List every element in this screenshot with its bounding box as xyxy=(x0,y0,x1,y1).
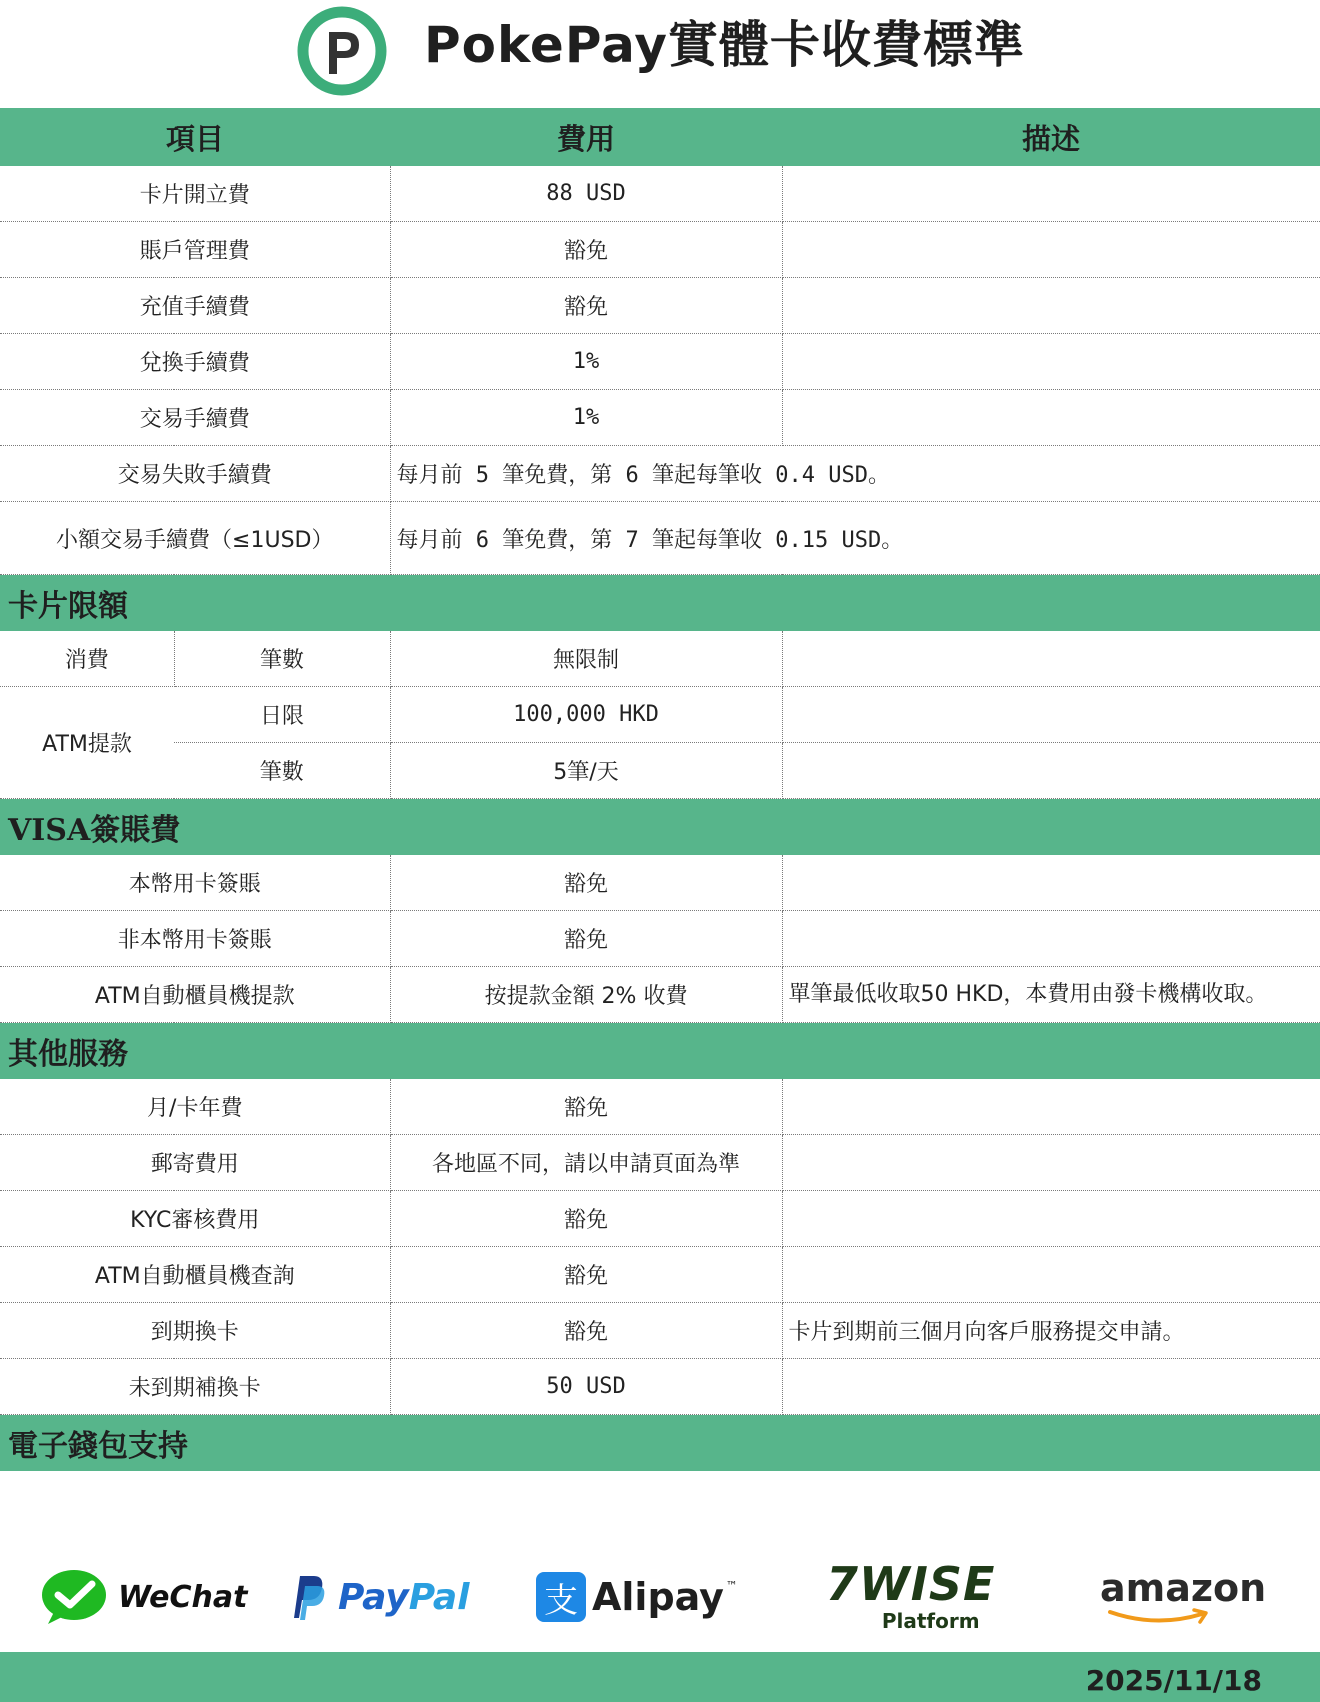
row-item: 本幣用卡簽賬 xyxy=(0,855,390,911)
row-fee: 50 USD xyxy=(390,1359,782,1415)
row-desc xyxy=(782,911,1320,967)
row-item: 小額交易手續費（≤1USD） xyxy=(0,502,390,575)
limit-value: 100,000 HKD xyxy=(390,687,782,743)
wechat-icon xyxy=(40,1568,108,1626)
table-row xyxy=(0,278,1320,334)
wallet-logos xyxy=(0,1542,1320,1652)
row-fee: 豁免 xyxy=(390,911,782,967)
section-title-wallet: 電子錢包支持 xyxy=(0,1415,1320,1472)
row-desc: 每月前 6 筆免費，第 7 筆起每筆收 0.15 USD。 xyxy=(390,502,1320,575)
limit-atm-label: ATM提款 xyxy=(0,687,174,799)
row-fee: 豁免 xyxy=(390,1079,782,1135)
row-fee: 按提款金額 2% 收費 xyxy=(390,967,782,1023)
footer-date: 2025/11/18 xyxy=(1085,1664,1262,1697)
amazon-logo xyxy=(1100,1542,1266,1652)
table-row xyxy=(0,1135,1320,1191)
section-row xyxy=(0,1415,1320,1472)
row-desc xyxy=(782,687,1320,743)
table-row xyxy=(0,502,1320,575)
alipay-logo xyxy=(536,1542,738,1652)
row-item: 非本幣用卡簽賬 xyxy=(0,911,390,967)
row-desc xyxy=(782,278,1320,334)
section-title-limits: 卡片限額 xyxy=(0,575,1320,632)
row-item: 月/卡年費 xyxy=(0,1079,390,1135)
row-desc: 卡片到期前三個月向客戶服務提交申請。 xyxy=(782,1303,1320,1359)
table-row xyxy=(0,1359,1320,1415)
table-row xyxy=(0,1303,1320,1359)
paypal-label-pay: Pay xyxy=(338,1576,409,1618)
section-row xyxy=(0,799,1320,856)
page-title: PokePay實體卡收費標準 xyxy=(424,16,1025,74)
limit-value: 5筆/天 xyxy=(390,743,782,799)
fee-table xyxy=(0,108,1320,1471)
alipay-trademark: ™ xyxy=(725,1579,738,1593)
table-row xyxy=(0,1079,1320,1135)
row-desc xyxy=(782,855,1320,911)
wechat-label: WeChat xyxy=(118,1579,248,1615)
row-item: ATM自動櫃員機查詢 xyxy=(0,1247,390,1303)
table-row xyxy=(0,334,1320,390)
table-row xyxy=(0,446,1320,502)
row-fee: 豁免 xyxy=(390,1247,782,1303)
paypal-label-pal: Pal xyxy=(408,1576,470,1618)
row-fee: 1% xyxy=(390,390,782,446)
section-row xyxy=(0,1023,1320,1080)
row-desc xyxy=(782,334,1320,390)
row-desc xyxy=(782,166,1320,222)
table-row xyxy=(0,1191,1320,1247)
row-desc xyxy=(782,222,1320,278)
section-title-visa: VISA簽賬費 xyxy=(0,799,1320,856)
section-row xyxy=(0,575,1320,632)
header-item: 項目 xyxy=(0,108,390,166)
page-header xyxy=(0,0,1320,108)
wise-logo xyxy=(826,1542,995,1652)
table-row xyxy=(0,911,1320,967)
wechat-logo xyxy=(40,1542,247,1652)
alipay-label: Alipay xyxy=(592,1575,724,1619)
row-item: 到期換卡 xyxy=(0,1303,390,1359)
table-row xyxy=(0,631,1320,687)
table-row xyxy=(0,967,1320,1023)
row-desc xyxy=(782,1359,1320,1415)
row-fee: 豁免 xyxy=(390,222,782,278)
table-row xyxy=(0,743,1320,799)
amazon-smile-icon xyxy=(1100,1608,1220,1626)
wise-label: 7WISE xyxy=(826,1557,996,1611)
limit-spend-label: 消費 xyxy=(0,631,174,687)
row-desc: 單筆最低收取50 HKD，本費用由發卡機構收取。 xyxy=(782,967,1320,1023)
paypal-logo xyxy=(286,1542,469,1652)
amazon-label: amazon xyxy=(1100,1566,1267,1610)
paypal-label xyxy=(338,1577,469,1618)
table-header-row xyxy=(0,108,1320,166)
row-fee: 豁免 xyxy=(390,278,782,334)
row-fee: 豁免 xyxy=(390,1303,782,1359)
row-item: KYC審核費用 xyxy=(0,1191,390,1247)
table-row xyxy=(0,166,1320,222)
alipay-icon: 支 xyxy=(536,1572,586,1622)
row-fee: 豁免 xyxy=(390,1191,782,1247)
pokepay-logo-icon xyxy=(295,6,389,96)
row-fee: 豁免 xyxy=(390,855,782,911)
row-fee: 各地區不同，請以申請頁面為準 xyxy=(390,1135,782,1191)
table-row xyxy=(0,855,1320,911)
row-item: 交易失敗手續費 xyxy=(0,446,390,502)
row-desc xyxy=(782,1079,1320,1135)
limit-sub-label: 日限 xyxy=(174,687,390,743)
row-item: 未到期補換卡 xyxy=(0,1359,390,1415)
row-desc xyxy=(782,1247,1320,1303)
page-footer xyxy=(0,1652,1320,1702)
header-desc: 描述 xyxy=(782,108,1320,166)
row-item: ATM自動櫃員機提款 xyxy=(0,967,390,1023)
row-item: 充值手續費 xyxy=(0,278,390,334)
wise-sub-label: Platform xyxy=(881,1609,980,1633)
row-item: 卡片開立費 xyxy=(0,166,390,222)
row-item: 兌換手續費 xyxy=(0,334,390,390)
row-desc xyxy=(782,390,1320,446)
row-item: 賬戶管理費 xyxy=(0,222,390,278)
table-row xyxy=(0,390,1320,446)
row-fee: 1% xyxy=(390,334,782,390)
row-fee: 88 USD xyxy=(390,166,782,222)
row-item: 郵寄費用 xyxy=(0,1135,390,1191)
row-desc xyxy=(782,631,1320,687)
row-item: 交易手續費 xyxy=(0,390,390,446)
table-row xyxy=(0,1247,1320,1303)
row-desc xyxy=(782,1191,1320,1247)
row-desc xyxy=(782,743,1320,799)
table-row xyxy=(0,222,1320,278)
header-fee: 費用 xyxy=(390,108,782,166)
paypal-icon xyxy=(286,1572,326,1622)
limit-sub-label: 筆數 xyxy=(174,743,390,799)
row-desc xyxy=(782,1135,1320,1191)
section-title-other: 其他服務 xyxy=(0,1023,1320,1080)
limit-value: 無限制 xyxy=(390,631,782,687)
limit-sub-label: 筆數 xyxy=(174,631,390,687)
row-desc: 每月前 5 筆免費，第 6 筆起每筆收 0.4 USD。 xyxy=(390,446,1320,502)
